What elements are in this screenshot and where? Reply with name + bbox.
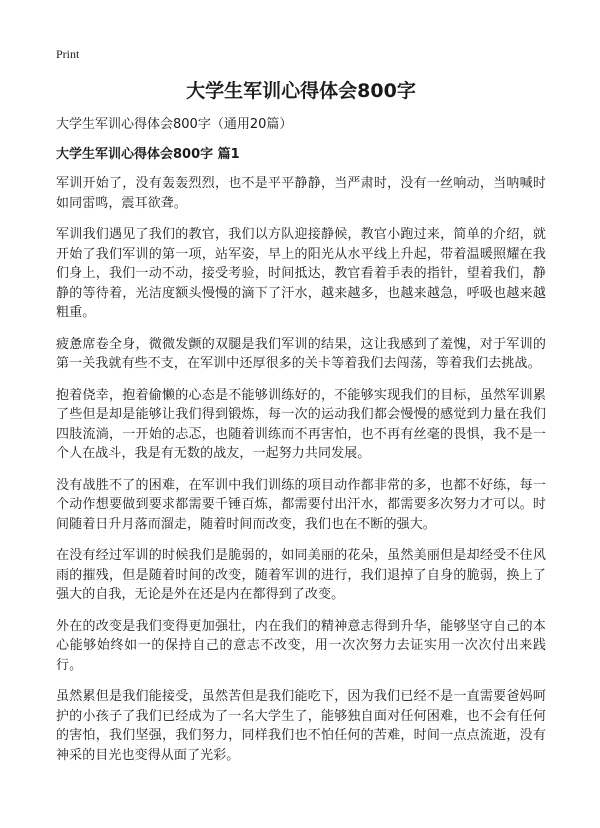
paragraph-1: 军训开始了，没有轰轰烈烈，也不是平平静静，当严肃时，没有一丝响动，当呐喊时如同雷鸣，震耳欲聋。 bbox=[56, 176, 546, 211]
paragraph-5: 没有战胜不了的困难，在军训中我们训练的项目动作都非常的多，也都不好练，每一个动作想要做到要求都需要千锤百炼，都需要付出汗水，都需要多次努力才可以。时间随着日升月落而溜走，随着时间而改变，我们也在不断的强大。 bbox=[56, 477, 546, 532]
paragraph-3: 疲惫席卷全身，微微发颤的双腿是我们军训的结果，这让我感到了羞愧，对于军训的第一关我就有些不支，在军训中还厚很多的关卡等着我们去闯荡，等着我们去挑战。 bbox=[56, 336, 546, 371]
paragraph-6: 在没有经过军训的时候我们是脆弱的，如同美丽的花朵，虽然美丽但是却经受不住风雨的摧残，但是随着时间的改变，随着军训的进行，我们退掉了自身的脆弱，换上了强大的自我，无论是外在还是内在都得到了改变。 bbox=[56, 548, 546, 602]
section-heading: 大学生军训心得体会800字 篇1 bbox=[56, 147, 240, 162]
paragraph-list bbox=[56, 174, 546, 765]
paragraph-8: 虽然累但是我们能接受，虽然苦但是我们能吃下，因为我们已经不是一直需要爸妈呵护的小孩子了我们已经成为了一名大学生了，能够独自面对任何困难，也不会有任何的害怕，我们坚强，我们努力，同样我们也不怕任何的苦难，时间一点点流逝，没有神采的目光也变得从面了光彩。 bbox=[56, 689, 546, 763]
document bbox=[56, 78, 546, 765]
paragraph-2: 军训我们遇见了我们的教官，我们以方队迎接静候，教官小跑过来，简单的介绍，就开始了我们军训的第一项，站军姿，早上的阳光从水平线上升起，带着温暖照耀在我们身上，我们一动不动，接受考验，时间抵达，教官看着手表的指针，望着我们，静静的等待着，光洁度额头慢慢的滴下了汗水，越来越多，也越来越急，呼吸也越来越粗重。 bbox=[56, 227, 546, 320]
print-link[interactable]: Print bbox=[56, 47, 80, 61]
document-title: 大学生军训心得体会800字 bbox=[186, 80, 416, 102]
document-subtitle: 大学生军训心得体会800字（通用20篇） bbox=[56, 117, 293, 132]
paragraph-4: 抱着侥幸，抱着偷懒的心态是不能够训练好的，不能够实现我们的目标，虽然军训累了些但是却是能够让我们得到锻炼，每一次的运动我们都会慢慢的感觉到力量在我们四肢流淌，一开始的忐忑，也随着训练而不再害怕，也不再有丝毫的畏惧，我不是一个人在战斗，我是有无数的战友，一起努力共同发展。 bbox=[56, 387, 546, 461]
paragraph-7: 外在的改变是我们变得更加强壮，内在我们的精神意志得到升华，能够坚守自己的本心能够始终如一的保持自己的意志不改变，用一次次努力去证实用一次次付出来践行。 bbox=[56, 618, 546, 673]
